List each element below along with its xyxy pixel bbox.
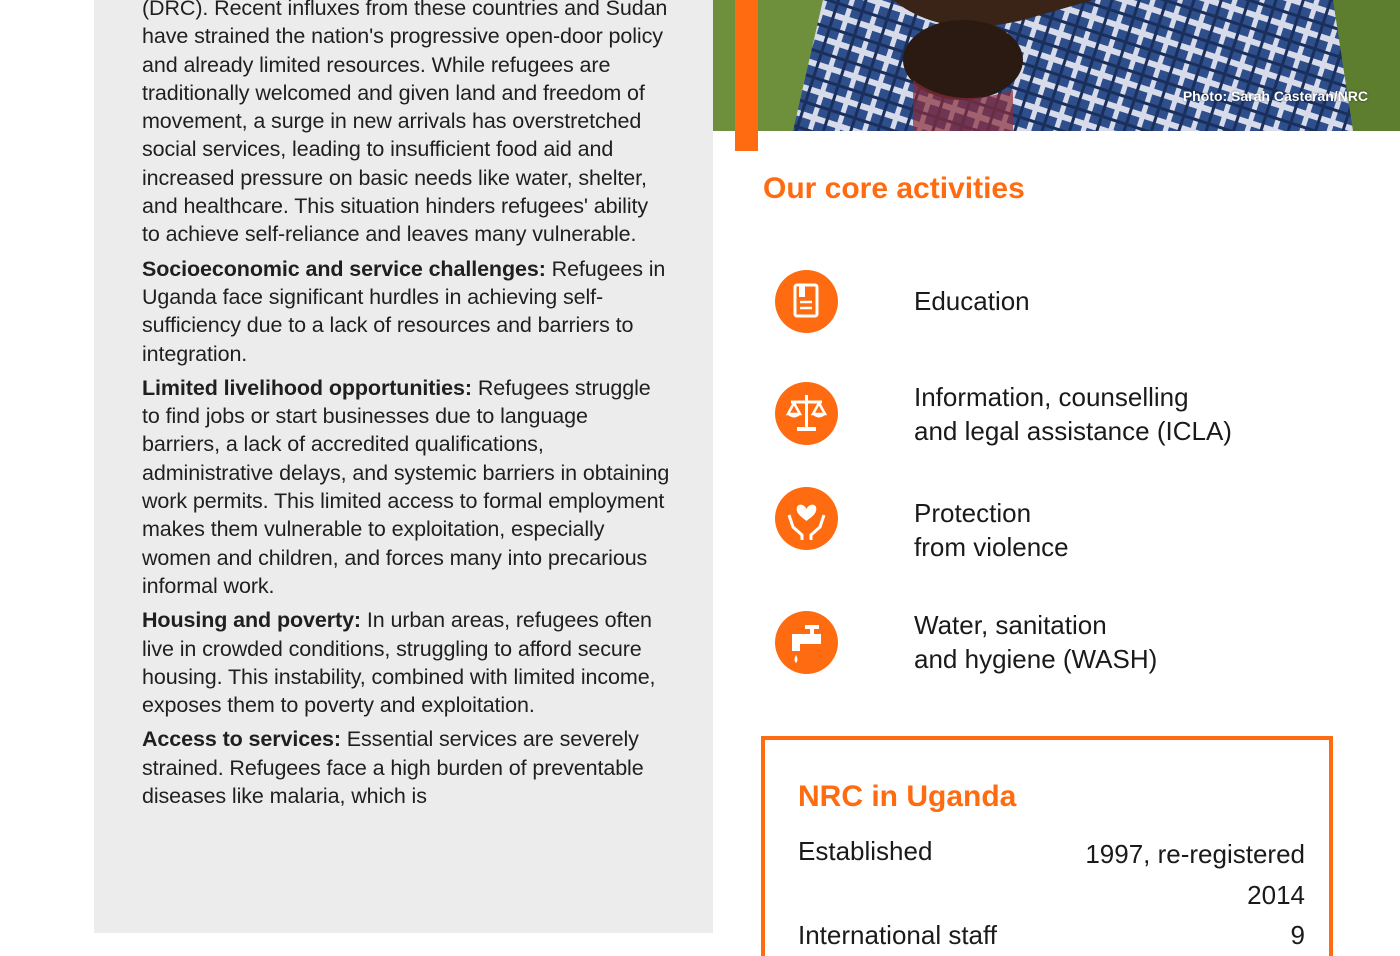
nrc-box-title: NRC in Uganda [798, 780, 1017, 813]
activity-label-line: from violence [914, 532, 1069, 562]
international-staff-label: International staff [798, 920, 997, 950]
section-heading: Socioeconomic and service challenges: [142, 256, 546, 281]
left-article-text [142, 0, 670, 816]
section-body: Refugees in Uganda face significant hurdles in achieving self-sufficiency due to a lack of resources and barriers to integration. [142, 256, 666, 366]
section-heading: Housing and poverty: [142, 608, 361, 633]
protection-hands-icon [775, 487, 838, 550]
water-tap-icon [775, 611, 838, 674]
established-value-line: 1997, re-registered [1085, 839, 1305, 869]
activity-label [914, 380, 1232, 448]
section-body: In urban areas, refugees often live in crowded conditions, struggling to afford secure housing. This instability, combined with limited income, exposes them to poverty and exploitation. [142, 608, 656, 718]
scales-icon [775, 382, 838, 445]
nrc-info-box [761, 736, 1333, 956]
accent-bar [735, 0, 758, 151]
activity-label [914, 284, 1030, 318]
book-icon [775, 270, 838, 333]
section-body: Essential services are severely strained. Refugees face a high burden of preventable diseases like malaria, which is [142, 727, 644, 809]
section-heading: Access to services: [142, 727, 341, 752]
section-body: Refugees struggle to find jobs or start businesses due to language barriers, a lack of accredited qualifications, administrative delays, and systemic barriers in obtaining work permits. This limited access to formal employment makes them vulnerable to exploitation, especially women and children, and forces many into precarious informal work. [142, 375, 670, 598]
activity-label-line: and legal assistance (ICLA) [914, 416, 1232, 446]
section-heading: Limited livelihood opportunities: [142, 375, 472, 400]
international-staff-value: 9 [1290, 920, 1305, 950]
header-photo [713, 0, 1400, 131]
activity-label-line: Education [914, 286, 1030, 316]
activity-label-line: and hygiene (WASH) [914, 644, 1158, 674]
section-paragraph [142, 374, 670, 600]
activity-label [914, 496, 1069, 564]
activity-label-line: Protection [914, 498, 1032, 528]
core-activities-title: Our core activities [763, 172, 1025, 205]
established-value-line: 2014 [1247, 880, 1305, 910]
photo-credit: Photo: Sarah Casteran/NRC [1182, 88, 1368, 104]
section-paragraph [142, 255, 670, 368]
section-paragraph [142, 725, 670, 810]
intro-paragraph: (DRC). Recent influxes from these countries and Sudan have strained the nation's progressive open-door policy and already limited resources. While refugees are traditionally welcomed and given land and freedom of movement, a surge in new arrivals has overstretched social services, leading to insufficient food aid and increased pressure on basic needs like water, shelter, and healthcare. This situation hinders refugees' ability to achieve self-reliance and leaves many vulnerable. [142, 0, 668, 247]
activity-label-line: Information, counselling [914, 382, 1189, 412]
activity-label-line: Water, sanitation [914, 610, 1107, 640]
activity-label [914, 608, 1157, 676]
left-column [94, 0, 713, 933]
photo-illustration [713, 0, 1400, 131]
section-paragraph [142, 606, 670, 719]
established-label: Established [798, 836, 933, 866]
established-value [1005, 834, 1305, 916]
